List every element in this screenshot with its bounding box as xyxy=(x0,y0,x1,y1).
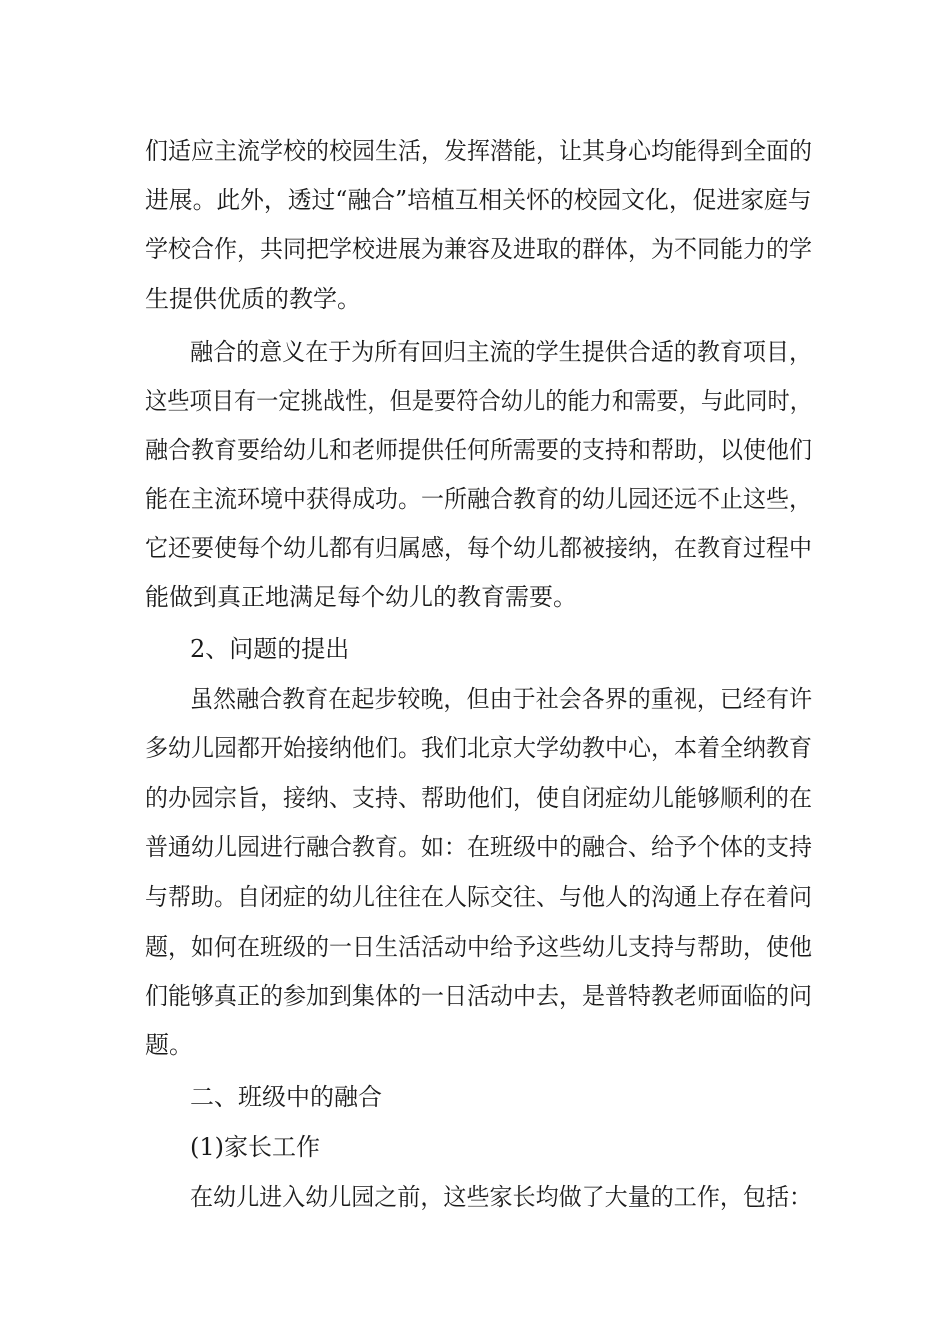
text-line: 能做到真正地满足每个幼儿的教育需要。 xyxy=(145,583,577,611)
section-heading: 二、班级中的融合 xyxy=(190,1083,382,1111)
text-line: 题，如何在班级的一日生活活动中给予这些幼儿支持与帮助，使他 xyxy=(145,933,812,961)
text-line: 与帮助。自闭症的幼儿往往在人际交往、与他人的沟通上存在着问 xyxy=(145,883,812,911)
text-line: 们适应主流学校的校园生活，发挥潜能，让其身心均能得到全面的 xyxy=(145,137,812,165)
text-line: 题。 xyxy=(145,1031,193,1059)
paragraph-first-line: 融合的意义在于为所有回归主流的学生提供合适的教育项目， xyxy=(190,338,813,366)
text-line: 们能够真正的参加到集体的一日活动中去，是普特教老师面临的问 xyxy=(145,982,812,1010)
subsection-heading: (1)家长工作 xyxy=(190,1133,320,1161)
text-line: 多幼儿园都开始接纳他们。我们北京大学幼教中心，本着全纳教育 xyxy=(145,734,812,762)
paragraph-first-line: 虽然融合教育在起步较晚，但由于社会各界的重视，已经有许 xyxy=(190,685,813,713)
text-line: 进展。此外，透过“融合”培植互相关怀的校园文化，促进家庭与 xyxy=(145,186,812,214)
text-line: 的办园宗旨，接纳、支持、帮助他们，使自闭症幼儿能够顺利的在 xyxy=(145,784,812,812)
text-line: 融合教育要给幼儿和老师提供任何所需要的支持和帮助，以使他们 xyxy=(145,436,812,464)
text-line: 它还要使每个幼儿都有归属感，每个幼儿都被接纳，在教育过程中 xyxy=(145,534,812,562)
paragraph-first-line: 在幼儿进入幼儿园之前，这些家长均做了大量的工作，包括： xyxy=(190,1183,813,1211)
text-line: 学校合作，共同把学校进展为兼容及进取的群体，为不同能力的学 xyxy=(145,235,812,263)
text-line: 能在主流环境中获得成功。一所融合教育的幼儿园还远不止这些， xyxy=(145,485,812,513)
section-heading: 2、问题的提出 xyxy=(190,635,350,663)
text-line: 生提供优质的教学。 xyxy=(145,285,361,313)
text-line: 普通幼儿园进行融合教育。如：在班级中的融合、给予个体的支持 xyxy=(145,833,812,861)
text-line: 这些项目有一定挑战性，但是要符合幼儿的能力和需要，与此同时， xyxy=(145,387,813,415)
